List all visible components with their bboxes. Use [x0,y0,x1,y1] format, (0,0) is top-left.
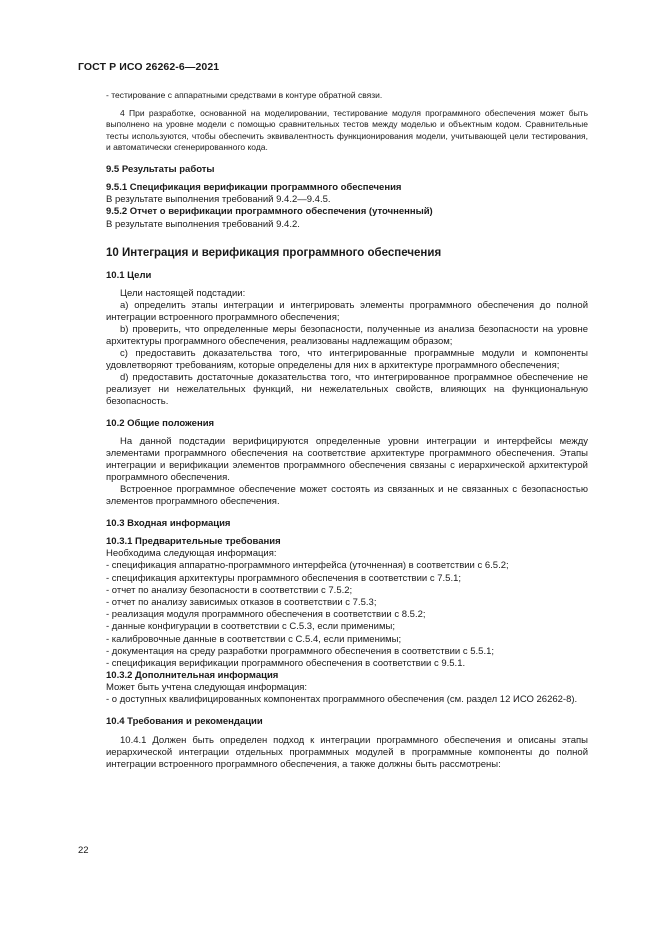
section-10-title: 10 Интеграция и верификация программного обеспечения [106,246,442,259]
list-item: - спецификация архитектуры программного обеспечения в соответствии с 7.5.1; [106,572,462,584]
note-4: 4 При разработке, основанной на моделировании, тестирование модуля программного обеспечения может быть выполнено на уровне модели с помощью сравнительных тестов между моделью и объектным кодом. Сравнительные тесты используются, чтобы обеспечить эквивалентность функционирования модели, учитывающей цели тестирования, и автоматически сгенерированного кода. [106,107,588,153]
list-item: - спецификация верификации программного обеспечения в соответствии с 9.5.1. [106,658,466,670]
section-9-5-title: 9.5 Результаты работы [106,163,215,175]
section-10-2-p1: На данной подстадии верифицируются определенные уровни интеграции и интерфейсы между элементами программного обеспечения на соответствие архитектуре программного обеспечения. Этапы интеграции и верификации элементов программного обеспечения связаны с иерархической архитектурой программного обеспечения. [106,435,588,483]
list-item: - документация на среду разработки программного обеспечения в соответствии с 5.5.1; [106,645,495,657]
intro-bullet: - тестирование с аппаратными средствами в контуре обратной связи. [106,90,383,100]
section-10-3-1-title: 10.3.1 Предварительные требования [106,536,281,548]
section-10-3-2-title: 10.3.2 Дополнительная информация [106,670,279,682]
section-10-3-title: 10.3 Входная информация [106,517,231,529]
prerequisites-list [106,560,588,670]
section-10-2-p2: Встроенное программное обеспечение может состоять из связанных и не связанных с безопасностью элементов программного обеспечения. [106,483,588,507]
standard-header: ГОСТ Р ИСО 26262-6—2021 [78,61,220,73]
section-10-3-1-lead: Необходима следующая информация: [106,548,277,560]
goal-item-a: а) определить этапы интеграции и интегрировать элементы программного обеспечения до полной интеграции встроенного программного обеспечения; [106,299,588,323]
list-item: - отчет по анализу безопасности в соответствии с 7.5.2; [106,584,353,596]
section-9-5-2-text: В результате выполнения требований 9.4.2. [106,218,300,230]
section-10-1-lead: Цели настоящей подстадии: [120,287,246,299]
page-number: 22 [78,845,89,856]
section-10-4-title: 10.4 Требования и рекомендации [106,716,263,728]
list-item: - спецификация аппаратно-программного интерфейса (уточненная) в соответствии с 6.5.2; [106,560,509,572]
section-9-5-1-title: 9.5.1 Спецификация верификации программного обеспечения [106,182,402,194]
goal-item-b: b) проверить, что определенные меры безопасности, полученные из анализа безопасности на уровне архитектуры программного обеспечения, реализованы надлежащим образом; [106,323,588,347]
page-body [106,90,588,771]
list-item: - реализация модуля программного обеспечения в соответствии с 8.5.2; [106,609,426,621]
section-10-4-1-text: 10.4.1 Должен быть определен подход к интеграции программного обеспечения и описаны этапы иерархической интеграции отдельных программных модулей в программные компоненты до полной интеграции встроенного программного обеспечения, а также должны быть рассмотрены: [106,734,588,770]
list-item: - отчет по анализу зависимых отказов в соответствии с 7.5.3; [106,597,377,608]
section-9-5-2-title: 9.5.2 Отчет о верификации программного обеспечения (уточненный) [106,206,433,218]
section-10-3-2-lead: Может быть учтена следующая информация: [106,682,308,694]
section-10-1-title: 10.1 Цели [106,269,152,281]
list-item: - калибровочные данные в соответствии с С.5.4, если применимы; [106,633,402,645]
section-10-2-title: 10.2 Общие положения [106,417,215,429]
goal-item-c: c) предоставить доказательства того, что интегрированные программные модули и компоненты удовлетворяют требованиям, которые определены для них в архитектуре программного обеспечения; [106,347,588,371]
list-item: - данные конфигурации в соответствии с С.5.3, если применимы; [106,621,395,633]
section-10-3-2-item: - о доступных квалифицированных компонентах программного обеспечения (см. раздел 12 ИСО 26262-8). [106,694,578,706]
section-9-5-1-text: В результате выполнения требований 9.4.2—9.4.5. [106,194,331,206]
goal-item-d: d) предоставить достаточные доказательства того, что интегрированное программное обеспечение не реализует ни нежелательных функций, ни нежелательных свойств, влияющих на функциональную безопасность. [106,371,588,407]
